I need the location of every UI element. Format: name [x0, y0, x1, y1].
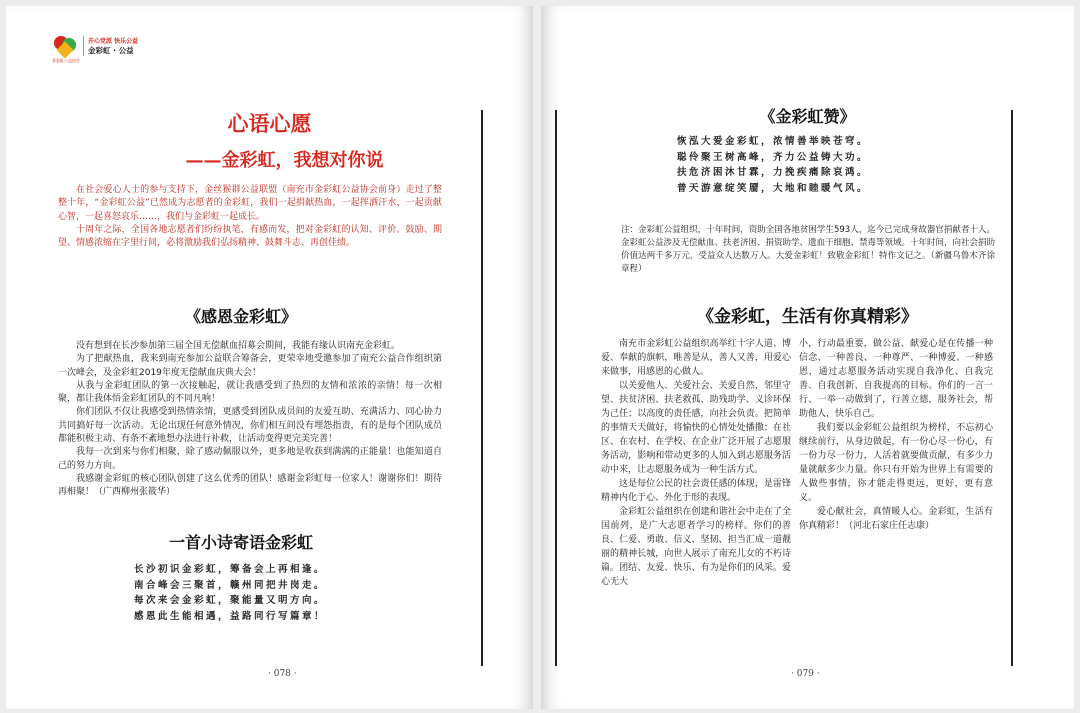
- rainbow-heart-logo-icon: [52, 36, 80, 63]
- brand-name: 金彩虹 · 公益: [88, 46, 134, 55]
- article-paragraph: 爱心献社会，真情暖人心。金彩虹，生活有你真精彩！（河北石家庄任志康）: [799, 507, 993, 531]
- intro-paragraph: 十周年之际，全国各地志愿者们纷纷执笔，有感而发，把对金彩虹的认知、评价、鼓励、期望、情感浓缩在字里行间，必将激励我们弘扬精神、鼓舞斗志、再创佳绩。: [58, 224, 442, 249]
- brand-text: [83, 36, 138, 56]
- main-title: 心语心愿: [227, 111, 312, 136]
- column-rule: [481, 110, 483, 666]
- header-brand: [52, 36, 139, 63]
- page-number: · 079 ·: [791, 669, 820, 679]
- page-number: · 078 ·: [268, 669, 297, 679]
- poem-line: 长沙初识金彩虹，筹备会上再相逢。: [134, 564, 327, 575]
- poem-title: 《金彩虹赞》: [759, 107, 856, 126]
- right-poem: [677, 134, 869, 197]
- section-title-life: 《金彩虹，生活有你真精彩》: [697, 307, 918, 327]
- article-paragraph: 从我与金彩虹团队的第一次接触起，就让我感受到了热烈的友情和浓浓的亲情！每一次相聚，都让我体悟金彩虹团队的不同凡响！: [58, 380, 442, 405]
- poem-line: 南合峰会三聚首，赣州同把井岗走。: [134, 579, 327, 591]
- article-paragraph: 我每一次到来与你们相聚，除了感动佩服以外，更多地是收获到满满的正能量！也能知道自己的努力方向。: [58, 447, 442, 471]
- article-paragraph: 金彩虹公益组织在创建和谐社会中走在了全国前列，是广大志愿者学习的榜样。你们的善良、仁爱、勇敢、信义、坚韧、担当汇成一道靓丽的精神长城，向世人展示了南充儿女的不朽诗篇。团结、友爱、快乐、有为是你们的风采。爱心无大: [601, 507, 791, 587]
- main-subtitle: ——金彩虹，我想对你说: [185, 150, 384, 171]
- column-rule: [1011, 110, 1013, 666]
- left-page: [6, 6, 533, 709]
- gratitude-article: [58, 340, 442, 500]
- section-title-poem: 一首小诗寄语金彩虹: [168, 533, 313, 552]
- article-paragraph: 我感谢金彩虹的核心团队创建了这么优秀的团队！感谢金彩虹每一位家人！谢谢你们！期待再相聚！（广西柳州张筱华）: [58, 473, 442, 498]
- poem-line: 聪伶聚王树高峰，齐力公益铸大功。: [677, 151, 870, 163]
- column-rule: [555, 110, 557, 666]
- poem-line: 扶危济困沐甘霖，力挽疾痛除哀鸿。: [677, 167, 870, 179]
- article-paragraph: 为了把献热血，我来到南充参加公益联合筹备会，更荣幸地受邀参加了南充公益合作组织第一次峰会，及金彩虹2019年度无偿献血庆典大会！: [58, 354, 442, 378]
- intro-paragraph: 在社会爱心人士的参与支持下，金丝猴群公益联盟（南充市金彩虹公益协会前身）走过了整整十年，“金彩虹公益”已然成为志愿者的金彩虹，我们一起捐献热血，一起挥洒汗水，一起贡献心智，一起喜怒哀乐……，我们与金彩虹一起成长。: [58, 185, 442, 222]
- section-title-gratitude: 《感恩金彩虹》: [184, 307, 297, 326]
- left-poem: [134, 562, 326, 625]
- poem-line: 恢泓大爱金彩虹，浓情善举映苍穹。: [677, 136, 870, 147]
- article-paragraph: 南充市金彩虹公益组织高举红十字人道、博爱、奉献的旗帜，唯善是从，善人又善，用爱心来做事，用感恩的心做人。: [601, 339, 791, 377]
- article-paragraph: 小，行动最重要，做公益、献爱心是在传播一种信念、一种善良、一种尊严、一种博爱、一种感恩，通过志愿服务活动实现自我净化、自我完善、自我创新、自我提高的目标。你们的一言一行、一举一动做到了，行善立德，服务社会，帮助他人，快乐自己。: [799, 339, 993, 419]
- article-paragraph: 以关爱他人、关爱社会、关爱自然，邻里守望、扶贫济困、扶老救孤、助残助学、义诊环保为己任；以高度的责任感，向社会负责。把简单的事情天天做好，将愉快的心情处处播撒；在社区、在农村、在学校、在企业广泛开展了志愿服务活动，影响和带动更多的人加入到志愿服务活动中来，让志愿服务成为一种生活方式。: [601, 381, 791, 475]
- article-paragraph: 你们团队不仅让我感受到热情亲情，更感受到团队成员间的友爱互助、充满活力、同心协力共同搞好每一次活动。无论出现任何意外情况，你们相互间没有埋怨指责，有的是每个团队成员都能积极主动、有条不紊地想办法进行补救，让活动变得更完美完善！: [58, 407, 442, 445]
- right-page: [541, 6, 1074, 709]
- article-paragraph: 这是每位公民的社会责任感的体现，是雷锋精神内化于心、外化于形的表现。: [601, 479, 791, 503]
- poem-line: 每次来会金彩虹，聚能量又明方向。: [134, 595, 327, 607]
- poem-line: 普天游意绽笑靥，大地和睦暖气风。: [677, 183, 870, 195]
- article-paragraph: 没有想到在长沙参加第三届全国无偿献血招募会期间，我能有缘认识南充金彩虹。: [76, 341, 401, 351]
- intro-text: [58, 184, 442, 250]
- article-column-1: [601, 337, 791, 589]
- logo-subtext: 金彩虹公益协会: [52, 58, 80, 63]
- brand-tagline: 开心党派 快乐公益: [88, 38, 139, 45]
- poem-note: 注：金彩虹公益组织，十年时间，资助全国各地贫困学生593人，迄今已完成身故器官捐献者十人。金彩虹公益涉及无偿献血、扶老济困、捐资助学、遗血干细胞、禁毒等领域。十年时间，向社会捐助价值达两千多万元，受益众人达数万人。大爱金彩虹！致敬金彩虹！特作文记之。（新疆乌鲁木齐徐章程）: [621, 225, 996, 274]
- article-column-2: [799, 337, 993, 533]
- poem-line: 感恩此生能相遇，益路同行写篇章！: [134, 611, 327, 623]
- article-paragraph: 我们要以金彩虹公益组织为榜样，不忘初心继续前行，从身边做起，有一份心尽一份心，有一份力尽一份力，人活着就要做贡献，有多少力量就献多少力量。你只有开始为世界上有需要的人做些事情，你才能走得更远，更好，更有意义。: [799, 423, 993, 503]
